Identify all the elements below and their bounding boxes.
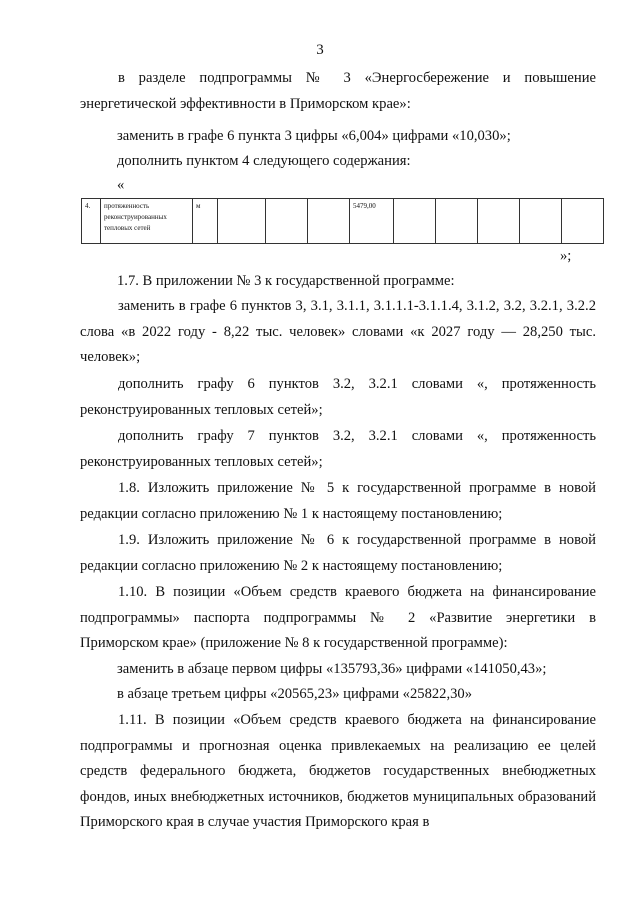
paragraph-1-11: 1.11. В позиции «Объем средств краевого бюджета на финансирование подпрограммы и прогнозная оценка привлекаемых на реализацию ее целей средств федерального бюджета, бюджетов государственных внебюджетных фондов, иных внебюджетных источников, бюджетов муниципальных образований Приморского края в случае участия Приморского края в	[80, 712, 596, 830]
replace-line: заменить в графе 6 пункта 3 цифры «6,004» цифрами «10,030»;	[117, 128, 511, 144]
row-value: 5479,00	[350, 199, 394, 244]
paragraph-1-9: 1.9. Изложить приложение № 6 к государственной программе в новой редакции согласно приложению № 2 к настоящему постановлению;	[80, 532, 596, 574]
quote-open: «	[117, 177, 125, 193]
empty-cell	[266, 199, 308, 244]
paragraph-replace-first: заменить в абзаце первом цифры «135793,36» цифрами «141050,43»;	[117, 661, 547, 677]
empty-cell	[394, 199, 436, 244]
row-unit: м	[193, 199, 218, 244]
empty-cell	[218, 199, 266, 244]
empty-cell	[562, 199, 604, 244]
paragraph-replace-6: заменить в графе 6 пунктов 3, 3.1, 3.1.1, 3.1.1.1-3.1.1.4, 3.1.2, 3.2, 3.2.1, 3.2.2 слова «в 2022 году - 8,22 тыс. человек» словами «к 2027 году — 28,250 тыс. человек»;	[80, 298, 596, 365]
paragraph-1-8: 1.8. Изложить приложение № 5 к государственной программе в новой редакции согласно приложению № 1 к настоящему постановлению;	[80, 480, 596, 522]
empty-cell	[436, 199, 478, 244]
inserted-table	[81, 198, 604, 244]
paragraph-1-7: 1.7. В приложении № 3 к государственной программе:	[117, 273, 455, 289]
paragraph-add-7: дополнить графу 7 пунктов 3.2, 3.2.1 словами «, протяженность реконструированных тепловых сетей»;	[80, 428, 596, 470]
quote-close: »;	[560, 248, 572, 264]
paragraph-replace-third: в абзаце третьем цифры «20565,23» цифрами «25822,30»	[117, 686, 473, 702]
table-row	[82, 199, 604, 244]
intro-paragraph: в разделе подпрограммы № 3 «Энергосбережение и повышение энергетической эффективности в Приморском крае»:	[80, 70, 596, 112]
add-line: дополнить пунктом 4 следующего содержания:	[117, 153, 411, 169]
row-number: 4.	[82, 199, 101, 244]
paragraph-1-10: 1.10. В позиции «Объем средств краевого бюджета на финансирование подпрограммы» паспорта подпрограммы № 2 «Развитие энергетики в Приморском крае» (приложение № 8 к государственной программе):	[80, 584, 596, 651]
empty-cell	[520, 199, 562, 244]
row-name: протяженность реконструированных тепловых сетей	[101, 199, 193, 244]
empty-cell	[308, 199, 350, 244]
paragraph-add-6: дополнить графу 6 пунктов 3.2, 3.2.1 словами «, протяженность реконструированных тепловых сетей»;	[80, 376, 596, 418]
empty-cell	[478, 199, 520, 244]
page-number: 3	[316, 42, 324, 58]
